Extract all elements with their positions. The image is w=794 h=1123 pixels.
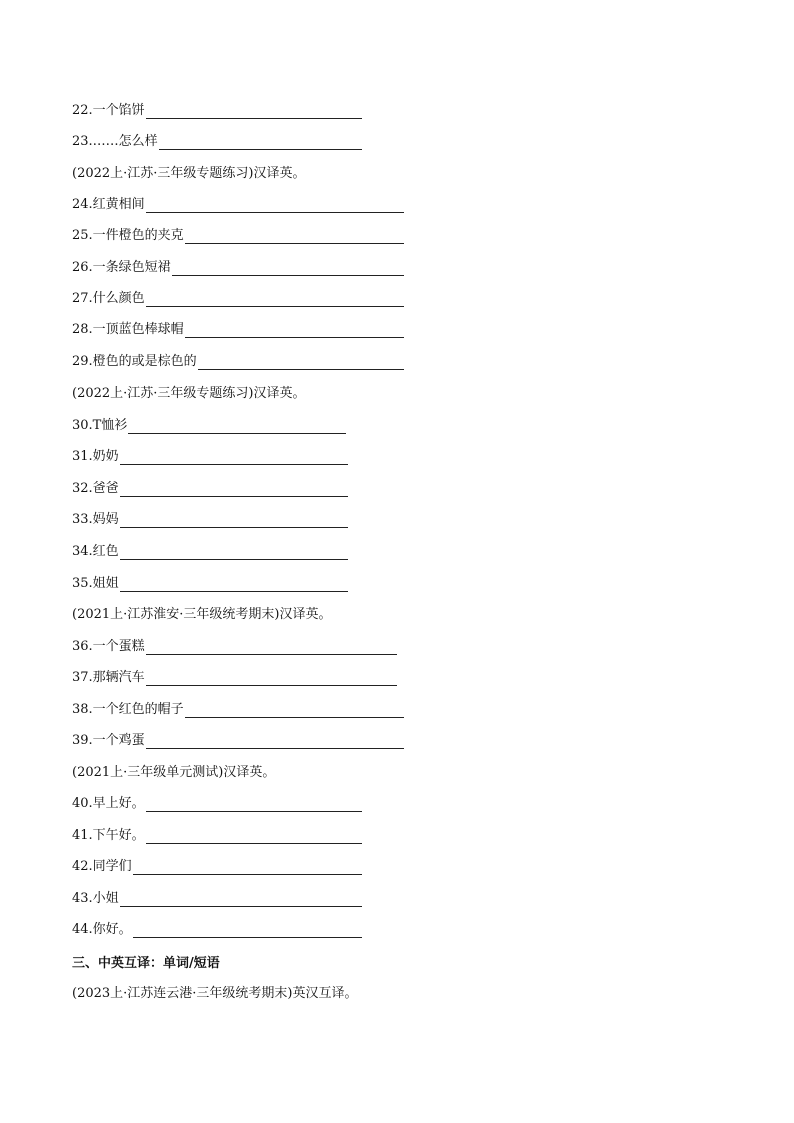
answer-blank[interactable] — [146, 292, 404, 307]
answer-blank[interactable] — [185, 323, 404, 338]
question-text: 26.一条绿色短裙 — [72, 260, 171, 275]
answer-blank[interactable] — [146, 640, 397, 655]
question-item — [72, 449, 348, 465]
answer-blank[interactable] — [198, 355, 404, 370]
answer-blank[interactable] — [120, 545, 348, 560]
source-note — [72, 765, 275, 781]
question-text: 44.你好。 — [72, 922, 132, 937]
question-item — [72, 733, 404, 749]
answer-blank[interactable] — [185, 703, 404, 718]
answer-blank[interactable] — [128, 419, 346, 434]
section-heading: 三、中英互译：单词/短语 — [72, 956, 220, 971]
question-text: 38.一个红色的帽子 — [72, 702, 184, 717]
question-item — [72, 481, 348, 497]
answer-blank[interactable] — [133, 923, 362, 938]
question-item — [72, 322, 404, 338]
question-text: 25.一件橙色的夹克 — [72, 228, 184, 243]
source-text: (2021上·三年级单元测试)汉译英。 — [72, 765, 276, 780]
question-text: 30.T恤衫 — [72, 418, 128, 433]
answer-blank[interactable] — [120, 450, 348, 465]
question-item — [72, 639, 397, 655]
question-text: 32.爸爸 — [72, 481, 119, 496]
question-text: 34.红色 — [72, 544, 119, 559]
question-text: 33.妈妈 — [72, 512, 119, 527]
answer-blank[interactable] — [159, 135, 362, 150]
source-text: (2021上·江苏淮安·三年级统考期末)汉译英。 — [72, 607, 332, 622]
answer-blank[interactable] — [120, 513, 348, 528]
question-item — [72, 228, 404, 244]
question-item — [72, 291, 404, 307]
source-note — [72, 607, 332, 623]
question-item — [72, 859, 362, 875]
question-text: 22.一个馅饼 — [72, 103, 145, 118]
source-note — [72, 166, 306, 182]
question-text: 43.小姐 — [72, 891, 119, 906]
question-text: 27.什么颜色 — [72, 291, 145, 306]
answer-blank[interactable] — [120, 577, 348, 592]
question-item — [72, 103, 362, 119]
question-text: 28.一顶蓝色棒球帽 — [72, 322, 184, 337]
question-item — [72, 134, 362, 150]
question-text: 35.姐姐 — [72, 576, 119, 591]
question-text: 36.一个蛋糕 — [72, 639, 145, 654]
question-text: 37.那辆汽车 — [72, 670, 145, 685]
answer-blank[interactable] — [146, 829, 362, 844]
question-text: 42.同学们 — [72, 859, 132, 874]
question-item — [72, 670, 397, 686]
question-item — [72, 796, 362, 812]
question-text: 31.奶奶 — [72, 449, 119, 464]
question-text: 39.一个鸡蛋 — [72, 733, 145, 748]
answer-blank[interactable] — [185, 229, 404, 244]
question-item — [72, 260, 404, 276]
answer-blank[interactable] — [120, 482, 348, 497]
answer-blank[interactable] — [146, 671, 397, 686]
question-item — [72, 418, 346, 434]
question-text: 29.橙色的或是棕色的 — [72, 354, 197, 369]
question-text: 41.下午好。 — [72, 828, 145, 843]
source-text: (2022上·江苏·三年级专题练习)汉译英。 — [72, 386, 306, 401]
question-item — [72, 891, 362, 907]
question-item — [72, 702, 404, 718]
question-item — [72, 197, 404, 213]
question-item — [72, 828, 362, 844]
question-item — [72, 544, 348, 560]
question-item — [72, 512, 348, 528]
question-item — [72, 922, 362, 938]
answer-blank[interactable] — [133, 860, 362, 875]
section-source-note: (2023上·江苏连云港·三年级统考期末)英汉互译。 — [72, 986, 358, 1001]
source-text: (2022上·江苏·三年级专题练习)汉译英。 — [72, 166, 306, 181]
source-note — [72, 386, 306, 402]
question-item — [72, 354, 404, 370]
question-text: 24.红黄相间 — [72, 197, 145, 212]
answer-blank[interactable] — [120, 892, 362, 907]
question-text: 40.早上好。 — [72, 796, 145, 811]
answer-blank[interactable] — [146, 198, 404, 213]
answer-blank[interactable] — [146, 797, 362, 812]
answer-blank[interactable] — [172, 261, 404, 276]
question-text: 23.……怎么样 — [72, 134, 158, 149]
answer-blank[interactable] — [146, 734, 404, 749]
answer-blank[interactable] — [146, 104, 362, 119]
question-item — [72, 576, 348, 592]
